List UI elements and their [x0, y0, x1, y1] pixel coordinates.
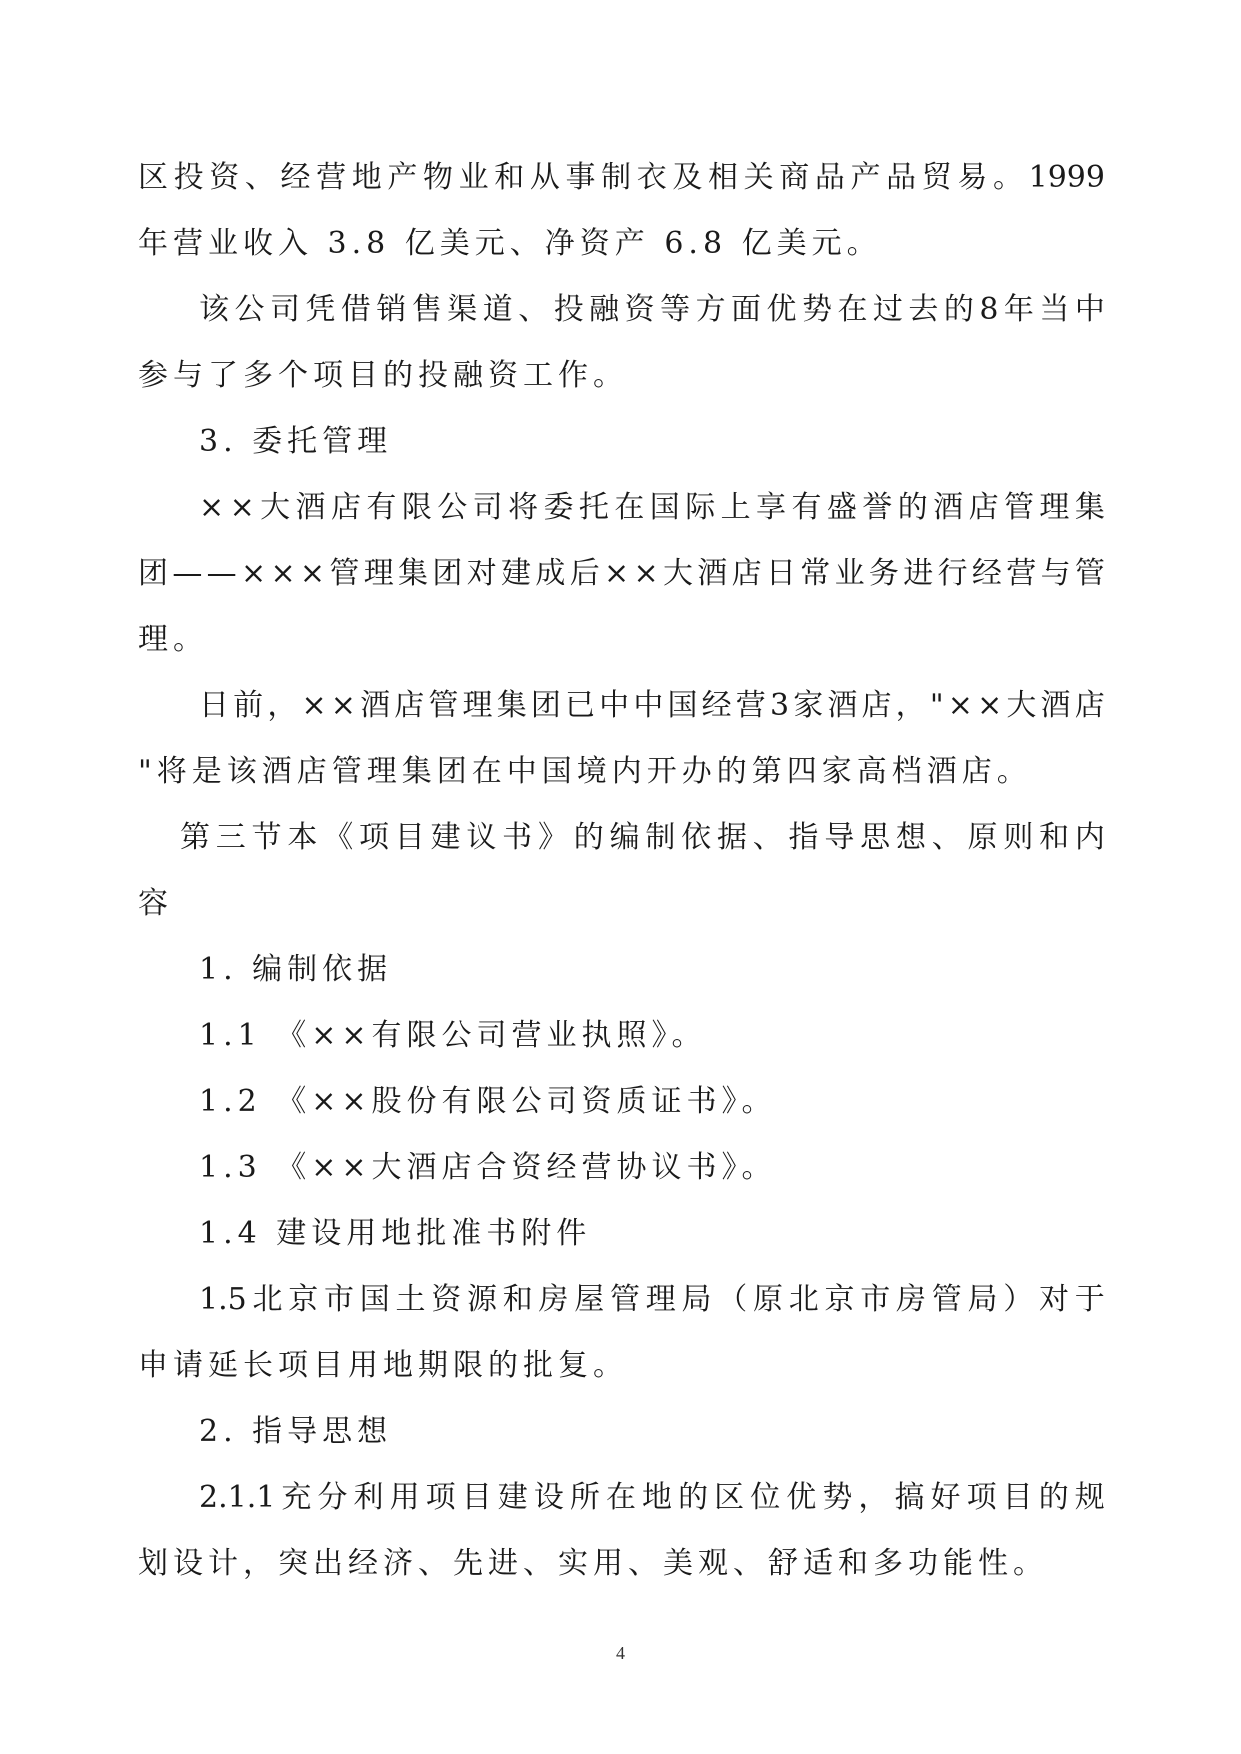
chapter-section-title: 容 — [138, 886, 173, 921]
paragraph-line: 团 — — × × × 管 理 集 团 对 建 成 后 × × 大 酒 店 日 常 业 务 进 行 经 营 与 管 — [138, 556, 1105, 591]
list-item: 1.4 建设用地批准书附件 — [199, 1216, 592, 1251]
list-item: 1.2 《××股份有限公司资质证书》。 — [199, 1084, 777, 1119]
section-heading: 3. 委托管理 — [199, 424, 393, 459]
paragraph-line: 年营业收入 3.8 亿美元、净资产 6.8 亿美元。 — [138, 226, 882, 261]
section-heading: 1. 编制依据 — [199, 952, 393, 987]
paragraph-line: 该 公 司 凭 借 销 售 渠 道 、 投 融 资 等 方 面 优 势 在 过 去 的 8 年 当 中 — [199, 292, 1105, 327]
paragraph-line: "将是该酒店管理集团在中国境内开办的第四家高档酒店。 — [138, 754, 1032, 789]
page-number: 4 — [616, 1643, 625, 1663]
list-item: 1.3 《××大酒店合资经营协议书》。 — [199, 1150, 777, 1185]
paragraph-line: 划设计，突出经济、先进、实用、美观、舒适和多功能性。 — [138, 1546, 1048, 1581]
list-item: 1.1 《××有限公司营业执照》。 — [199, 1018, 707, 1053]
list-item: 申请延长项目用地期限的批复。 — [138, 1348, 628, 1383]
paragraph-line: 区 投 资 、 经 营 地 产 物 业 和 从 事 制 衣 及 相 关 商 品 产 品 贸 易 。 1999 — [138, 160, 1105, 195]
list-item: 1.5 北 京 市 国 土 资 源 和 房 屋 管 理 局 （ 原 北 京 市 房 管 局 ） 对 于 — [199, 1282, 1105, 1317]
paragraph-line: 2.1.1 充 分 利 用 项 目 建 设 所 在 地 的 区 位 优 势 ， 搞 好 项 目 的 规 — [199, 1480, 1105, 1515]
paragraph-line: 日 前 ， × × 酒 店 管 理 集 团 已 中 中 国 经 营 3 家 酒 店 ， " × × 大 酒 店 — [199, 688, 1105, 723]
paragraph-line: 理。 — [138, 622, 208, 657]
chapter-section-title: 第 三 节 本 《 项 目 建 议 书 》 的 编 制 依 据 、 指 导 思 想 、 原 则 和 内 — [180, 820, 1105, 855]
paragraph-line: 参与了多个项目的投融资工作。 — [138, 358, 628, 393]
paragraph-line: × × 大 酒 店 有 限 公 司 将 委 托 在 国 际 上 享 有 盛 誉 的 酒 店 管 理 集 — [199, 490, 1105, 525]
section-heading: 2. 指导思想 — [199, 1414, 393, 1449]
